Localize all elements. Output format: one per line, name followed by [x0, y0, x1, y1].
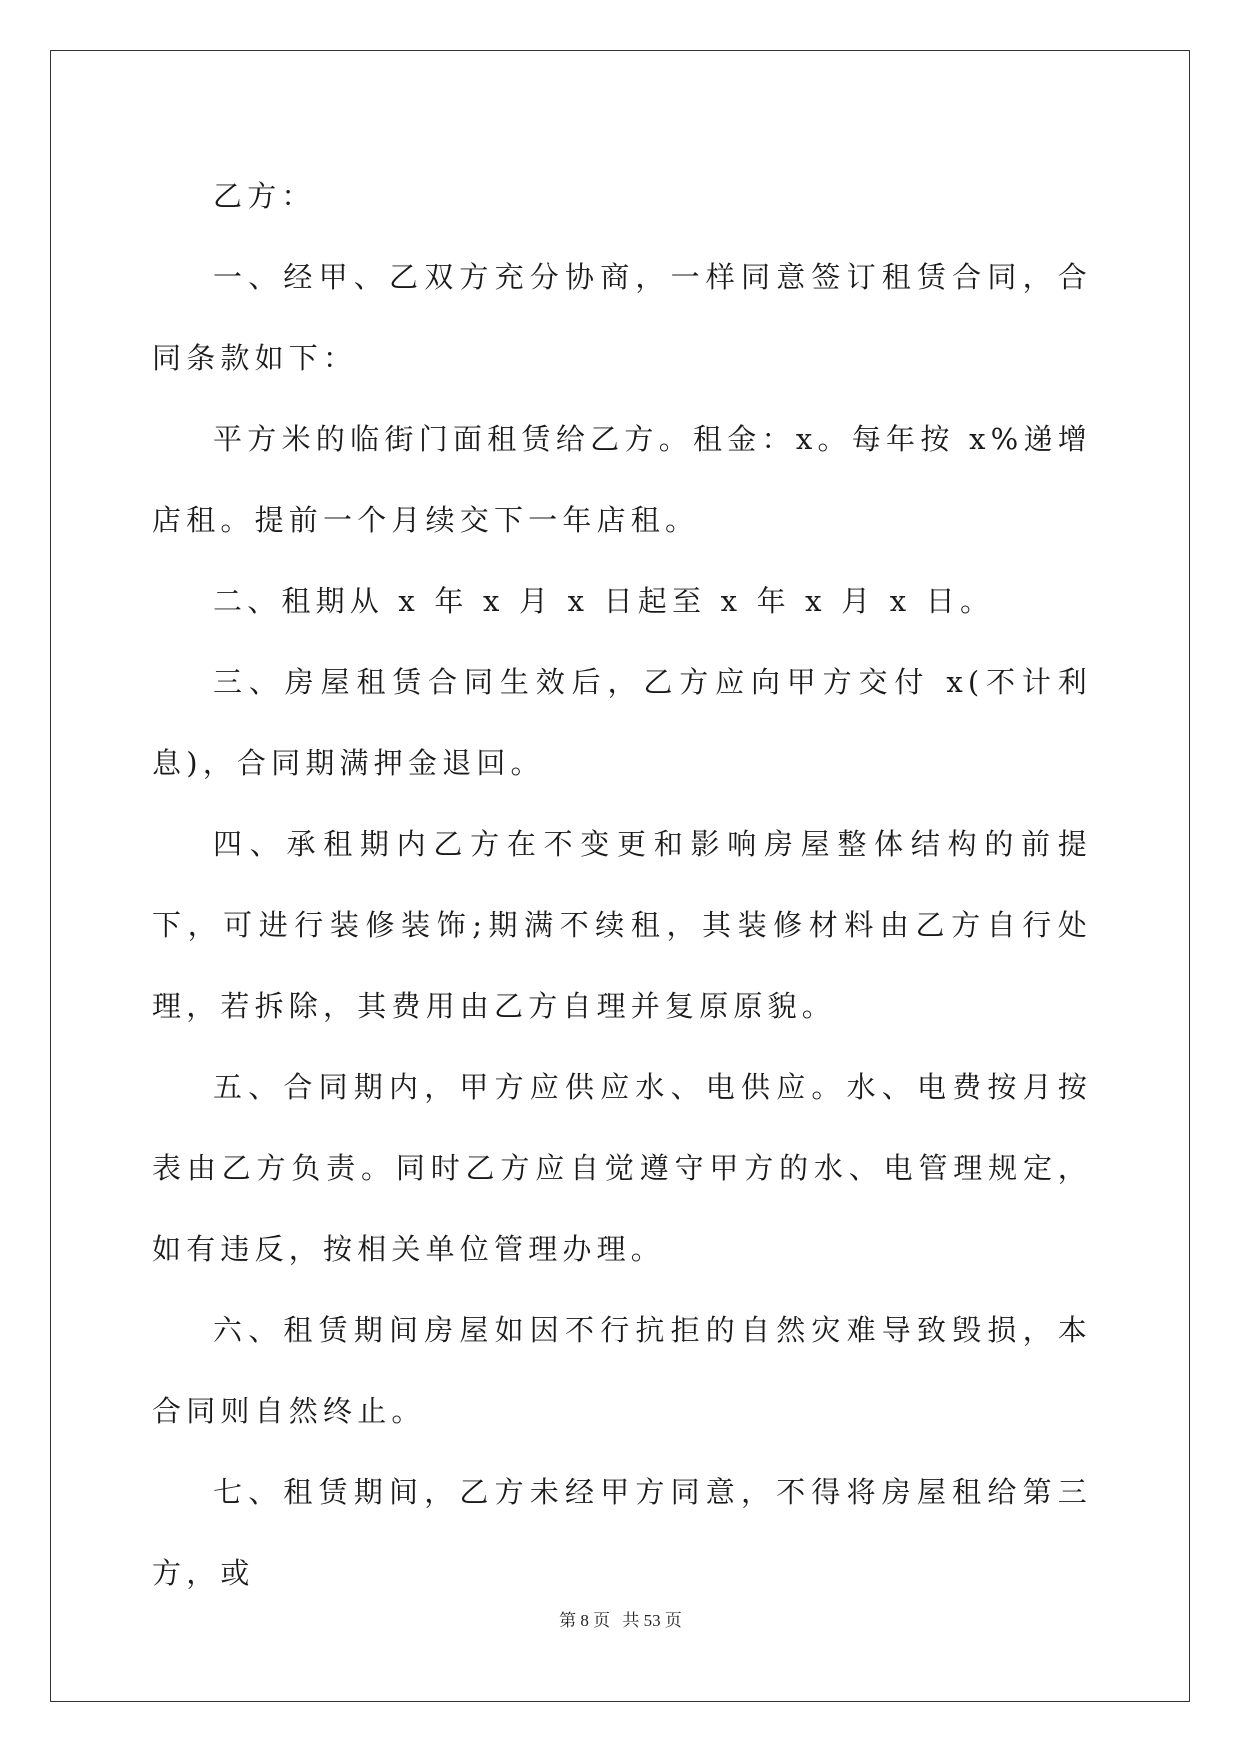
paragraph-clause-6: 六、租赁期间房屋如因不行抗拒的自然灾难导致毁损，本合同则自然终止。	[152, 1313, 1092, 1428]
paragraph-rent: 平方米的临街门面租赁给乙方。租金：x。每年按 x%递增店租。提前一个月续交下一年店租。	[152, 422, 1092, 537]
paragraph-clause-1: 一、经甲、乙双方充分协商，一样同意签订租赁合同，合同条款如下：	[152, 260, 1092, 375]
document-body	[152, 156, 1092, 1614]
paragraph-clause-4: 四、承租期内乙方在不变更和影响房屋整体结构的前提下，可进行装修装饰;期满不续租，其装修材料由乙方自行处理，若拆除，其费用由乙方自理并复原原貌。	[152, 827, 1092, 1023]
page-footer	[0, 1606, 1241, 1631]
paragraph-clause-3: 三、房屋租赁合同生效后，乙方应向甲方交付 x(不计利息)，合同期满押金退回。	[152, 665, 1092, 780]
paragraph-party-b: 乙方：	[213, 179, 316, 213]
paragraph-clause-5: 五、合同期内，甲方应供应水、电供应。水、电费按月按表由乙方负责。同时乙方应自觉遵守甲方的水、电管理规定，如有违反，按相关单位管理办理。	[152, 1070, 1092, 1266]
page-number: 第 8 页	[559, 1611, 611, 1630]
paragraph-clause-7: 七、租赁期间，乙方未经甲方同意，不得将房屋租给第三方，或	[152, 1475, 1092, 1590]
total-pages: 共 53 页	[622, 1611, 682, 1630]
paragraph-clause-2: 二、租期从 x 年 x 月 x 日起至 x 年 x 月 x 日。	[213, 584, 995, 618]
